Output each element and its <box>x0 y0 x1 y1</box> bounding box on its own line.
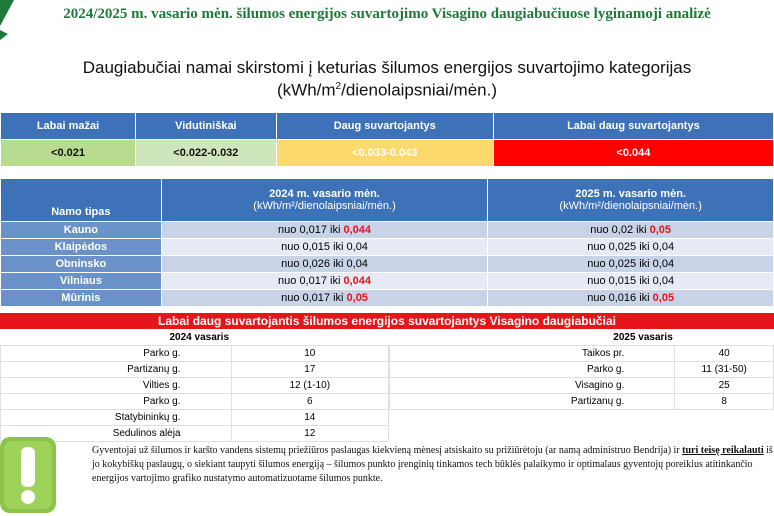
street-name: Statybininkų g. <box>1 410 232 426</box>
value-2024-to: 0,04 <box>346 241 368 253</box>
subtitle-unit-pre: (kWh/m <box>276 80 336 100</box>
subtitle-line1: Daugiabučiai namai skirstomi į keturias šilumos energijos suvartojimo kategorijas <box>82 58 692 77</box>
category-header: Labai mažai <box>1 113 136 140</box>
value-2025-to: 0,04 <box>652 275 675 287</box>
category-value-high: <0.033-0.043 <box>276 140 493 167</box>
category-header: Labai daug suvartojantys <box>493 113 773 140</box>
value-2024-to: 0,044 <box>343 275 371 287</box>
comparison-header-row <box>1 179 774 222</box>
value-2024-from: nuo 0,015 iki <box>281 241 347 253</box>
street-name: Partizanų g. <box>390 394 675 410</box>
value-2025-from: nuo 0,02 iki <box>590 224 650 236</box>
list-2024-table <box>0 330 389 442</box>
category-value-row <box>1 140 774 167</box>
category-header: Vidutiniškai <box>135 113 276 140</box>
page-subtitle <box>0 58 774 100</box>
house-number: 6 <box>231 394 388 410</box>
category-header-row <box>1 113 774 140</box>
street-name: Parko g. <box>1 346 232 362</box>
address-row <box>390 362 774 378</box>
col-2024-unit: (kWh/m²/dienolaipsniai/mėn.) <box>253 200 396 212</box>
col-2024-label: 2024 m. vasario mėn. <box>269 188 380 200</box>
list-2025-header <box>390 330 774 346</box>
house-number: 10 <box>231 346 388 362</box>
house-number: 8 <box>675 394 774 410</box>
comparison-row <box>1 273 774 290</box>
address-row <box>1 426 389 442</box>
comparison-row <box>1 239 774 256</box>
value-2024-to: 0,05 <box>346 292 368 304</box>
value-2025-from: nuo 0,025 iki <box>587 258 653 270</box>
house-number: 25 <box>675 378 774 394</box>
col-2024 <box>161 179 488 222</box>
value-2024 <box>161 222 488 239</box>
list-2024-year: 2024 vasaris <box>169 332 230 343</box>
address-row <box>390 394 774 410</box>
value-2025-to: 0,04 <box>652 258 675 270</box>
col-house-type <box>1 179 162 222</box>
category-value-medium: <0.022-0.032 <box>135 140 276 167</box>
value-2024 <box>161 239 488 256</box>
street-name: Sedulinos alėja <box>1 426 232 442</box>
address-row <box>1 346 389 362</box>
list-2025-year: 2025 vasaris <box>613 332 673 343</box>
value-2025-from: nuo 0,016 iki <box>587 292 653 304</box>
info-note <box>92 444 774 486</box>
col-2025-label: 2025 m. vasario mėn. <box>575 188 686 200</box>
category-table <box>0 112 774 167</box>
value-2025 <box>488 239 774 256</box>
exclamation-warning-icon <box>0 437 56 513</box>
comparison-table <box>0 178 774 307</box>
value-2025 <box>488 273 774 290</box>
list-2025-body <box>390 346 774 410</box>
category-header: Daug suvartojantys <box>276 113 493 140</box>
house-number: 14 <box>231 410 388 426</box>
comparison-row <box>1 222 774 239</box>
value-2024 <box>161 273 488 290</box>
address-row <box>1 378 389 394</box>
value-2024-to: 0,04 <box>346 258 368 270</box>
house-type-name: Obninsko <box>1 256 162 273</box>
comparison-row <box>1 256 774 273</box>
list-2024-body <box>1 346 389 442</box>
col-2025 <box>488 179 774 222</box>
value-2025 <box>488 256 774 273</box>
address-row <box>1 394 389 410</box>
subtitle-unit-sup: 2 <box>335 81 342 92</box>
house-number: 11 (31-50) <box>675 362 774 378</box>
house-type-name: Klaipėdos <box>1 239 162 256</box>
value-2025-to: 0,04 <box>652 241 675 253</box>
value-2024 <box>161 256 488 273</box>
house-type-name: Mūrinis <box>1 290 162 307</box>
address-row <box>390 378 774 394</box>
value-2024-from: nuo 0,017 iki <box>281 292 347 304</box>
note-text-1: Gyventojai už šilumos ir karšto vandens sistemų priežiūros paslaugas kiekvieną mėnesį atsiskaito su prižiūrėtoju (ar namą administruo Bendrija) ir <box>92 445 683 456</box>
comparison-row <box>1 290 774 307</box>
address-row <box>1 410 389 426</box>
category-value-very-high: <0.044 <box>493 140 773 167</box>
street-name: Taikos pr. <box>390 346 675 362</box>
house-number: 17 <box>231 362 388 378</box>
note-text-2: iš jo kokybiškų paslaugų, o siekiant taupyti šilumos energiją – šilumos punkto įrenginių tinkamos tech būklės palaikymo ir optimalaus gyventojų poreikius atitinkančio energijos vartojimo grafiko nustatymo automatizuotame šilumos punkte. <box>92 445 773 484</box>
address-row <box>390 346 774 362</box>
list-2025-table <box>389 330 774 410</box>
note-emphasis: turi teisę reikalauti <box>682 445 764 456</box>
value-2025-from: nuo 0,025 iki <box>587 241 653 253</box>
street-name: Vilties g. <box>1 378 232 394</box>
address-row <box>1 362 389 378</box>
value-2024-to: 0,044 <box>343 224 371 236</box>
list-2024-header <box>1 330 389 346</box>
value-2025-to: 0,05 <box>649 224 672 236</box>
category-value-low: <0.021 <box>1 140 136 167</box>
value-2024-from: nuo 0,026 iki <box>281 258 347 270</box>
value-2024-from: nuo 0,017 iki <box>278 224 344 236</box>
value-2025 <box>488 290 774 307</box>
col-2025-unit: (kWh/m²/dienolaipsniai/mėn.) <box>559 200 702 212</box>
house-number: 12 <box>231 426 388 442</box>
street-name: Parko g. <box>390 362 675 378</box>
house-type-name: Kauno <box>1 222 162 239</box>
high-consumption-banner: Labai daug suvartojantis šilumos energijos suvartojantys Visagino daugiabučiai <box>0 313 774 329</box>
street-name: Visagino g. <box>390 378 675 394</box>
col-house-type-label: Namo tipas <box>51 206 111 218</box>
subtitle-line2 <box>0 77 774 100</box>
value-2024-from: nuo 0,017 iki <box>278 275 344 287</box>
value-2024 <box>161 290 488 307</box>
street-name: Partizanų g. <box>1 362 232 378</box>
page-title: 2024/2025 m. vasario mėn. šilumos energijos suvartojimo Visagino daugiabučiuose lyginamoji analizė <box>63 6 711 22</box>
house-number: 40 <box>675 346 774 362</box>
comparison-body <box>1 222 774 307</box>
value-2025-from: nuo 0,015 iki <box>587 275 653 287</box>
subtitle-unit-post: /dienolaipsniai/mėn.) <box>341 80 498 100</box>
street-name: Parko g. <box>1 394 232 410</box>
house-number: 12 (1-10) <box>231 378 388 394</box>
house-type-name: Vilniaus <box>1 273 162 290</box>
value-2025 <box>488 222 774 239</box>
value-2025-to: 0,05 <box>652 292 675 304</box>
